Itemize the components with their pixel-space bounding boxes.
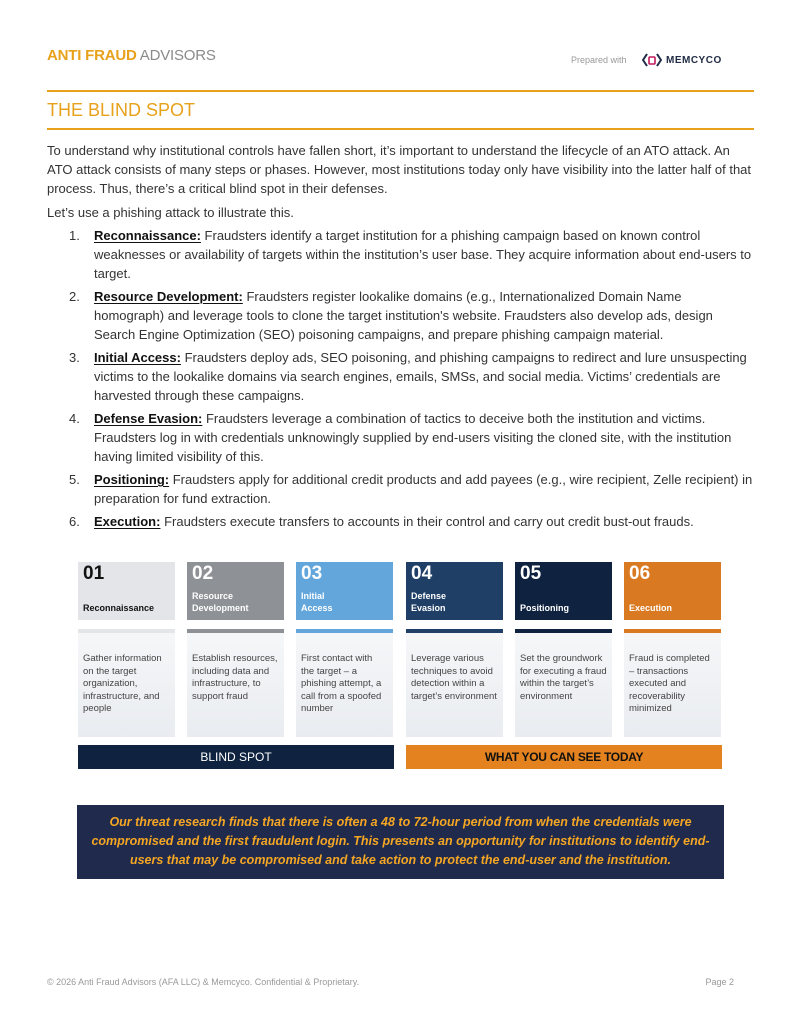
phase-number: 04	[411, 563, 433, 584]
phase-number: 02	[192, 563, 214, 584]
phase-description: Leverage various techniques to avoid detection within a target’s environment	[406, 629, 503, 737]
phase-header	[296, 562, 393, 620]
phase-header	[624, 562, 721, 620]
phase-number: 03	[301, 563, 323, 584]
list-item: 6. Execution: Fraudsters execute transfers to accounts in their control and carry out credit bust-out frauds.	[69, 514, 694, 529]
brand-part2: ADVISORS	[136, 47, 216, 64]
phase-label: Execution	[629, 603, 673, 613]
list-item: 4. Defense Evasion: Fraudsters leverage a combination of tactics to deceive both the institution and victims. Fraudsters log in with credentials unknowingly supplied by end-users visiting the cloned site, with the institution having limited visibility of this.	[69, 411, 732, 464]
phase-number: 05	[520, 563, 542, 584]
header-rule	[47, 90, 754, 92]
phase-label: Defense Evasion	[411, 591, 447, 613]
section-title: THE BLIND SPOT	[47, 100, 196, 120]
phase-label: Positioning	[520, 603, 569, 613]
phase-label: Resource Development	[192, 591, 249, 613]
phase-card-defense-evasion	[406, 562, 503, 702]
attack-steps-list	[47, 226, 753, 535]
phase-description: First contact with the target – a phishing attempt, a call from a spoofed number	[296, 629, 393, 737]
list-item: 2. Resource Development: Fraudsters register lookalike domains (e.g., Internationalized Domain Name homograph) and leverage tools to clone the target institution's website. Fraudsters also develop ads, design Search Engine Optimization (SEO) poisoning campaigns, and prepare phishing campaign material.	[69, 289, 713, 342]
title-rule	[47, 128, 754, 130]
phase-card-positioning	[515, 562, 612, 702]
partner-logo	[642, 52, 722, 68]
phase-accent-bar	[406, 629, 503, 633]
phase-number: 06	[629, 563, 651, 584]
phase-number: 01	[83, 563, 105, 584]
phase-card-initial-access	[296, 562, 393, 714]
list-item: 1. Reconnaissance: Fraudsters identify a target institution for a phishing campaign based on known control weaknesses or availability of targets within the institution’s user base. They acquire information about end-users to target.	[69, 228, 752, 281]
intro-paragraph: To understand why institutional controls have fallen short, it’s important to understand the lifecycle of an ATO attack. An ATO attack consists of many steps or phases. However, most institutions today only have visibility into the latter half of that process. Thus, there’s a critical blind spot in their defenses.	[47, 143, 752, 196]
brand-logo	[47, 47, 216, 64]
phase-label: Initial Access	[301, 591, 333, 613]
visible-today-bar: WHAT YOU CAN SEE TODAY	[406, 745, 722, 769]
research-callout: Our threat research finds that there is often a 48 to 72-hour period from when the credentials were compromised and the first fraudulent login. This presents an opportunity for institutions to identify end-users that may be compromised and take action to protect the end-user and the institution.	[77, 805, 724, 879]
phase-header	[187, 562, 284, 620]
list-item: 5. Positioning: Fraudsters apply for additional credit products and add payees (e.g., wire recipient, Zelle recipient) in preparation for fund extraction.	[69, 472, 753, 506]
phase-header	[78, 562, 175, 620]
phase-card-execution	[624, 562, 721, 714]
phase-description: Set the groundwork for executing a fraud within the target’s environment	[515, 629, 612, 737]
phase-label: Reconnaissance	[83, 603, 155, 613]
phase-card-reconnaissance	[78, 562, 175, 714]
list-item: 3. Initial Access: Fraudsters deploy ads, SEO poisoning, and phishing campaigns to redirect and lure unsuspecting victims to the lookalike domains via search engines, emails, SMSs, and social media. Victims’ credentials are harvested through these campaigns.	[69, 350, 747, 403]
blind-spot-bar: BLIND SPOT	[78, 745, 394, 769]
phase-header	[515, 562, 612, 620]
phase-description: Gather information on the target organization, infrastructure, and people	[78, 629, 175, 737]
phase-accent-bar	[624, 629, 721, 633]
phase-accent-bar	[515, 629, 612, 633]
memcyco-logo-icon	[642, 52, 662, 68]
phase-header	[406, 562, 503, 620]
footer-copyright: © 2026 Anti Fraud Advisors (AFA LLC) & Memcyco. Confidential & Proprietary.	[47, 977, 360, 987]
phase-accent-bar	[296, 629, 393, 633]
phase-accent-bar	[187, 629, 284, 633]
phase-accent-bar	[78, 629, 175, 633]
brand-part1: ANTI FRAUD	[47, 47, 137, 64]
lead-paragraph: Let’s use a phishing attack to illustrate this.	[47, 205, 294, 220]
page-number: Page 2	[705, 977, 734, 987]
phase-card-resource-development	[187, 562, 284, 702]
prepared-with-label: Prepared with	[571, 55, 627, 65]
phase-description: Fraud is completed – transactions executed and recoverability minimized	[624, 629, 721, 737]
partner-name: MEMCYCO	[666, 54, 722, 66]
phase-description: Establish resources, including data and infrastructure, to support fraud	[187, 629, 284, 737]
